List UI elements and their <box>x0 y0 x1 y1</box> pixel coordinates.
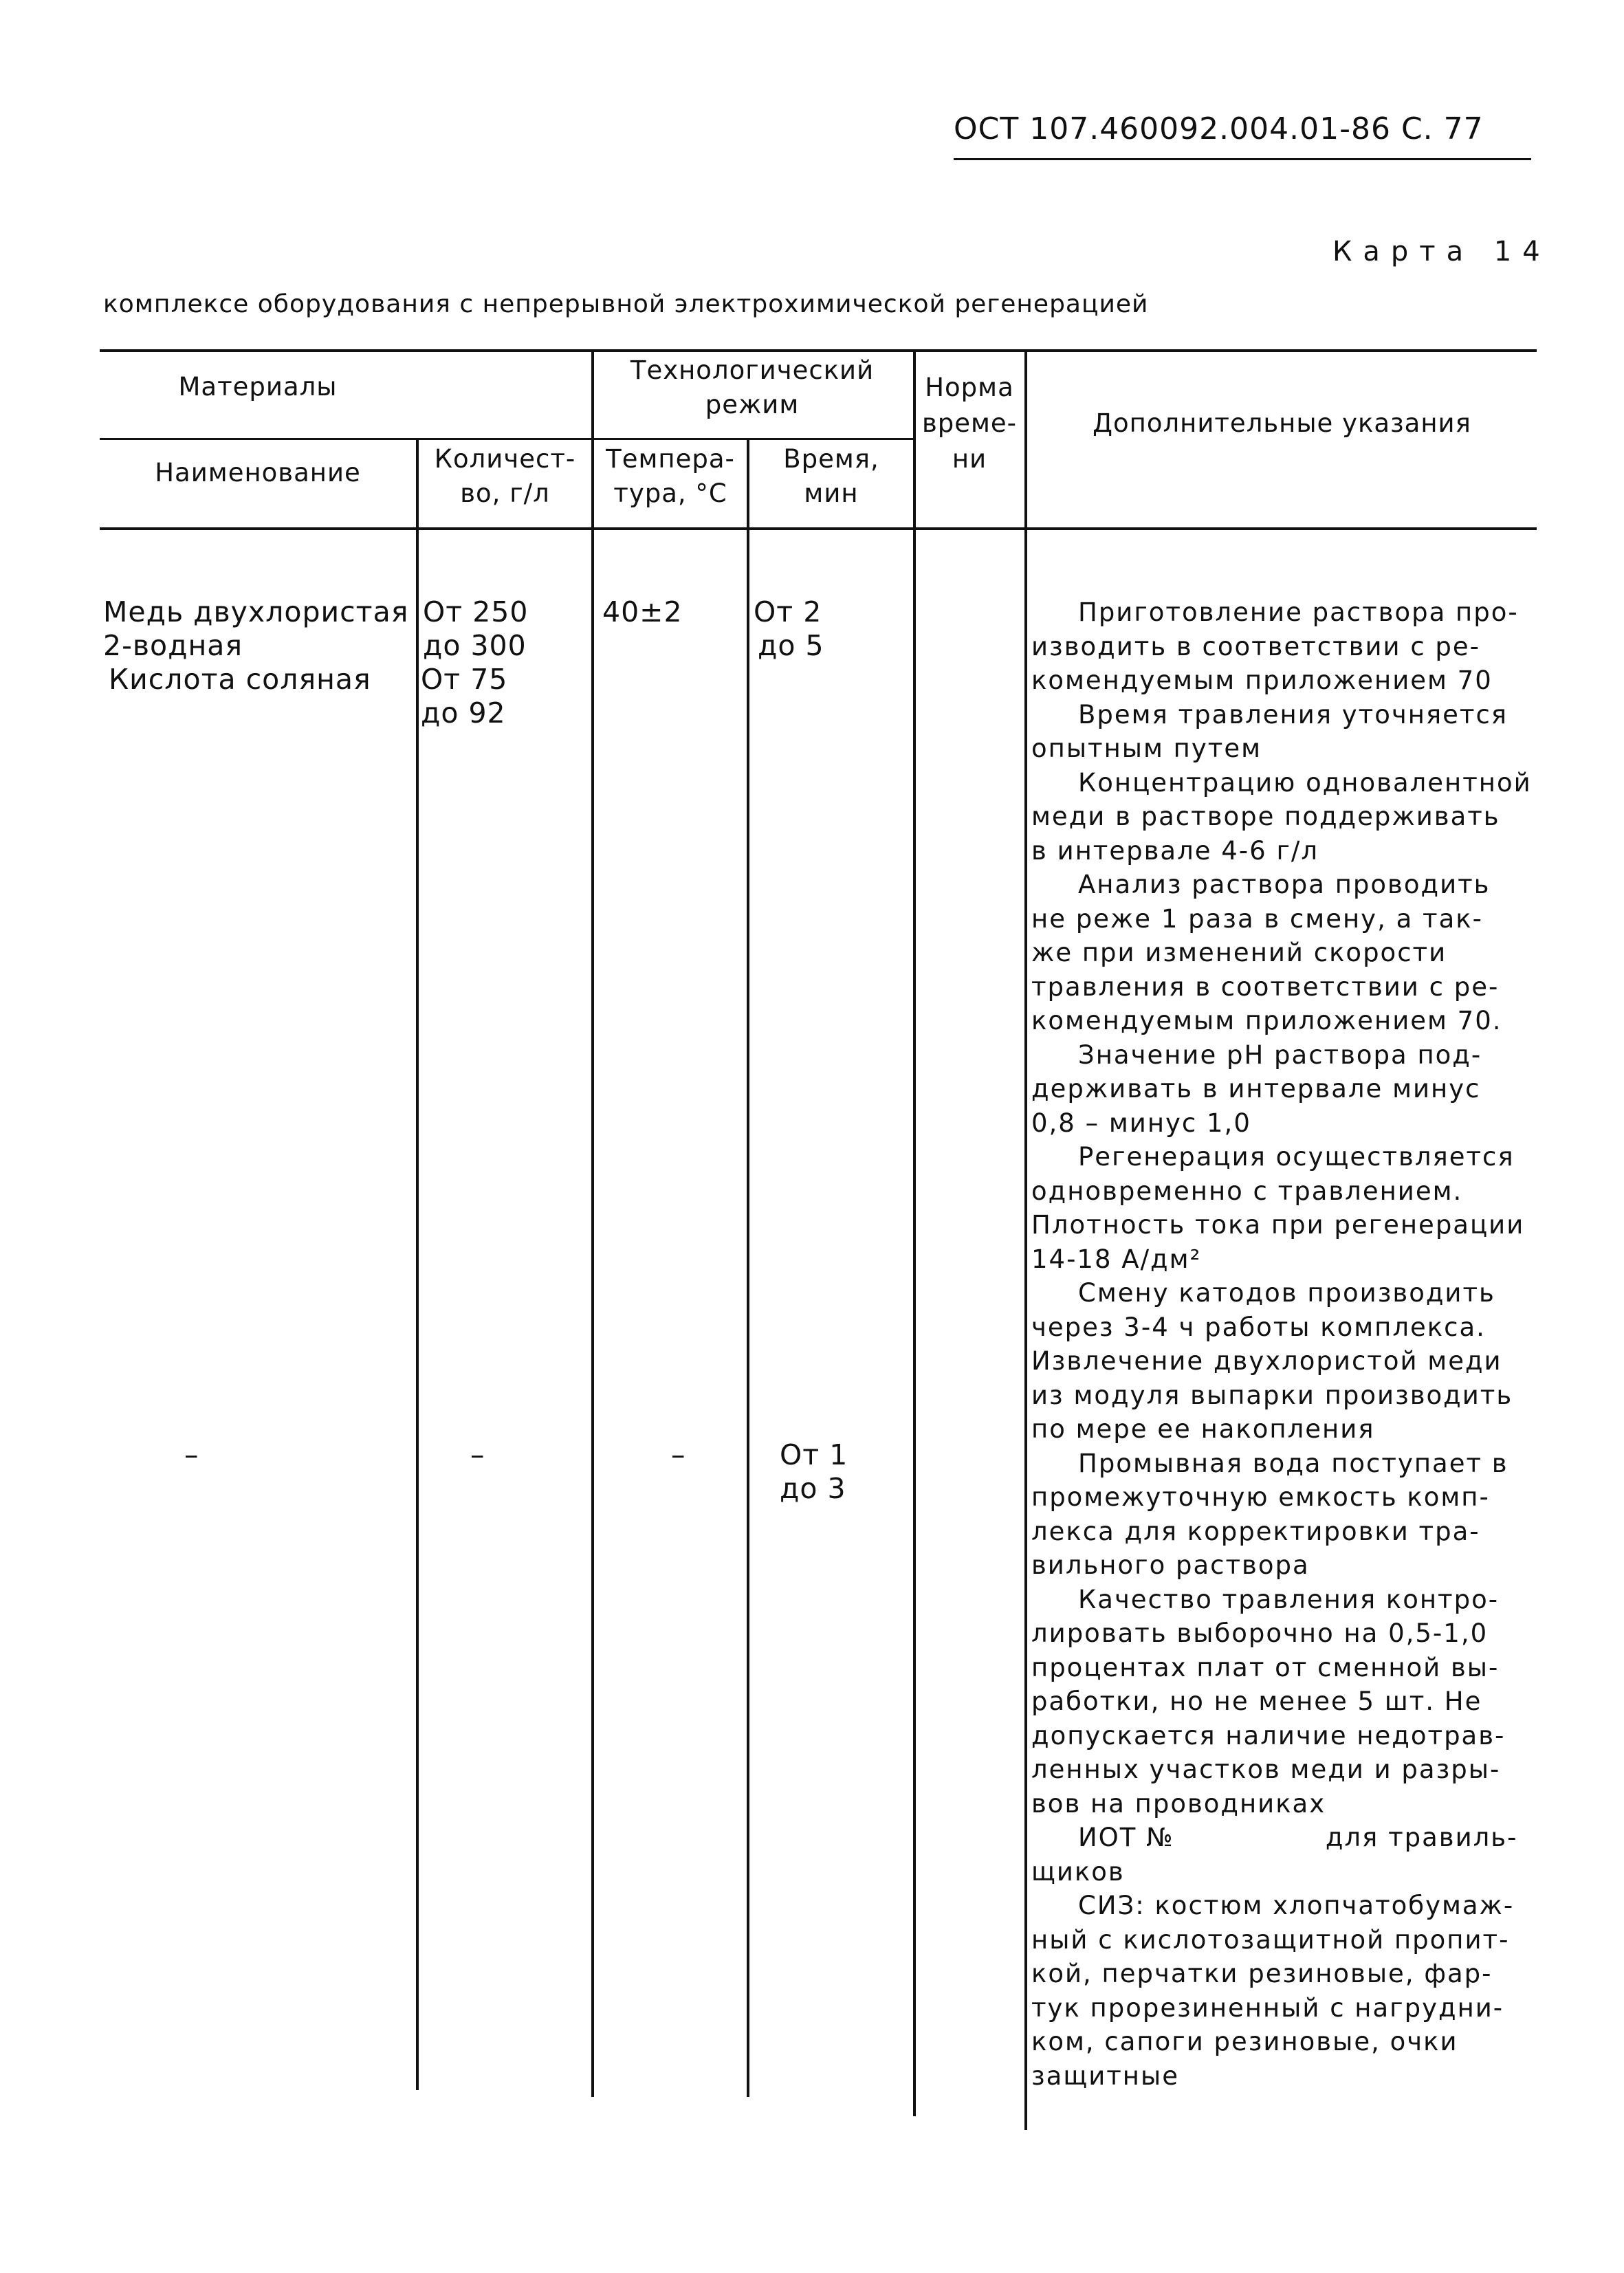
instruction-line: вов на проводниках <box>1031 1788 1326 1819</box>
instruction-line: Значение рН раствора под- <box>1078 1040 1482 1070</box>
header-time: Время, мин <box>783 444 879 508</box>
col-divider-2 <box>591 349 594 2097</box>
instruction-line: лировать выборочно на 0,5-1,0 <box>1031 1618 1489 1648</box>
instruction-line: тук прорезиненный с нагрудни- <box>1031 1992 1504 2023</box>
instruction-line: СИЗ: костюм хлопчатобумаж- <box>1078 1891 1515 1920</box>
instruction-line: ный с кислотозащитной пропит- <box>1031 1924 1510 1955</box>
instruction-line: по мере ее накопления <box>1031 1414 1375 1444</box>
instruction-line: процентах плат от сменной вы- <box>1031 1652 1500 1682</box>
row2-time-1: От 1 <box>780 1438 848 1471</box>
instruction-line: опытным путем <box>1031 734 1262 763</box>
instruction-line: меди в растворе поддерживать <box>1031 802 1500 831</box>
col-divider-5 <box>1024 349 1027 2130</box>
quantity-2: до 300 <box>423 629 527 662</box>
temperature-value: 40±2 <box>602 595 683 628</box>
instruction-line: Качество травления контро- <box>1078 1584 1500 1614</box>
instruction-line: ком, сапоги резиновые, очки <box>1031 2027 1458 2056</box>
header-bottom-rule <box>100 527 1537 530</box>
table-top-rule <box>100 349 1537 352</box>
quantity-3: От 75 <box>421 663 508 696</box>
instruction-line: Концентрацию одновалентной <box>1078 767 1532 798</box>
instruction-line: одновременно с травлением. <box>1031 1176 1463 1206</box>
header-temperature: Темпера- тура, °С <box>606 444 735 508</box>
header-time-norm: Норма време- ни <box>921 373 1018 474</box>
quantity-1: От 250 <box>423 595 529 628</box>
card-label: Карта 14 <box>1332 236 1551 267</box>
instruction-line: допускается наличие недотрав- <box>1031 1720 1506 1750</box>
instruction-line: изводить в соответствии с ре- <box>1031 631 1481 661</box>
instruction-line: Смену катодов производить <box>1078 1278 1495 1308</box>
col-divider-4 <box>913 349 916 2116</box>
instruction-line: лекса для корректировки тра- <box>1031 1516 1480 1546</box>
instruction-line: Регенерация осуществляется <box>1078 1142 1515 1172</box>
instruction-line: Анализ раствора проводить <box>1078 870 1491 899</box>
instruction-line: Плотность тока при регенерации <box>1031 1210 1525 1240</box>
header-name: Наименование <box>155 458 361 487</box>
instruction-line: Приготовление раствора про- <box>1078 597 1519 627</box>
instruction-line: ИОТ № для травиль- <box>1078 1823 1518 1852</box>
header-mid-rule <box>100 438 914 440</box>
instruction-line: промежуточную емкость комп- <box>1031 1482 1490 1512</box>
header-mode: Технологический режим <box>630 355 875 419</box>
instruction-line: травления в соответствии с ре- <box>1031 971 1500 1002</box>
instruction-line: же при изменений скорости <box>1031 938 1447 967</box>
material-name-3: Кислота соляная <box>109 663 371 696</box>
instruction-line: в интервале 4-6 г/л <box>1031 835 1319 866</box>
time-value-1: От 2 <box>754 595 822 628</box>
material-name-2: 2-водная <box>103 629 243 662</box>
instruction-line: вильного раствора <box>1031 1550 1310 1580</box>
instruction-line: 0,8 – минус 1,0 <box>1031 1108 1251 1138</box>
instruction-line: из модуля выпарки производить <box>1031 1380 1513 1410</box>
material-name-1: Медь двухлористая <box>103 595 409 628</box>
document-code: ОСТ 107.460092.004.01-86 С. 77 <box>954 111 1484 146</box>
subtitle: комплексе оборудования с непрерывной электрохимической регенерацией <box>103 290 1149 318</box>
header-quantity: Количест- во, г/л <box>434 444 576 508</box>
row2-time-2: до 3 <box>780 1472 846 1505</box>
instruction-line: Промывная вода поступает в <box>1078 1448 1508 1478</box>
instruction-line: комендуемым приложением 70. <box>1031 1006 1502 1035</box>
quantity-4: до 92 <box>421 696 506 729</box>
instruction-line: не реже 1 раза в смену, а так- <box>1031 903 1483 934</box>
col-divider-1 <box>416 440 419 2090</box>
instruction-line: работки, но не менее 5 шт. Не <box>1031 1687 1482 1716</box>
col-divider-3 <box>747 440 749 2097</box>
instruction-line: комендуемым приложением 70 <box>1031 666 1493 695</box>
time-value-2: до 5 <box>758 629 824 662</box>
row2-name: – <box>184 1438 199 1471</box>
instruction-line: кой, перчатки резиновые, фар- <box>1031 1959 1493 1988</box>
instruction-line: через 3-4 ч работы комплекса. <box>1031 1312 1486 1342</box>
row2-temperature: – <box>671 1438 686 1471</box>
header-materials: Материалы <box>178 372 338 402</box>
instruction-line: Извлечение двухлористой меди <box>1031 1346 1502 1376</box>
instruction-line: защитные <box>1031 2061 1179 2091</box>
instruction-line: Время травления уточняется <box>1078 699 1508 729</box>
row2-quantity: – <box>470 1438 485 1471</box>
header-underline <box>954 158 1531 160</box>
instruction-line: ленных участков меди и разры- <box>1031 1755 1501 1784</box>
instruction-line: 14-18 А/дм² <box>1031 1244 1202 1274</box>
instruction-line: щиков <box>1031 1856 1125 1887</box>
instruction-line: держивать в интервале минус <box>1031 1074 1481 1103</box>
header-instructions: Дополнительные указания <box>1093 408 1471 438</box>
